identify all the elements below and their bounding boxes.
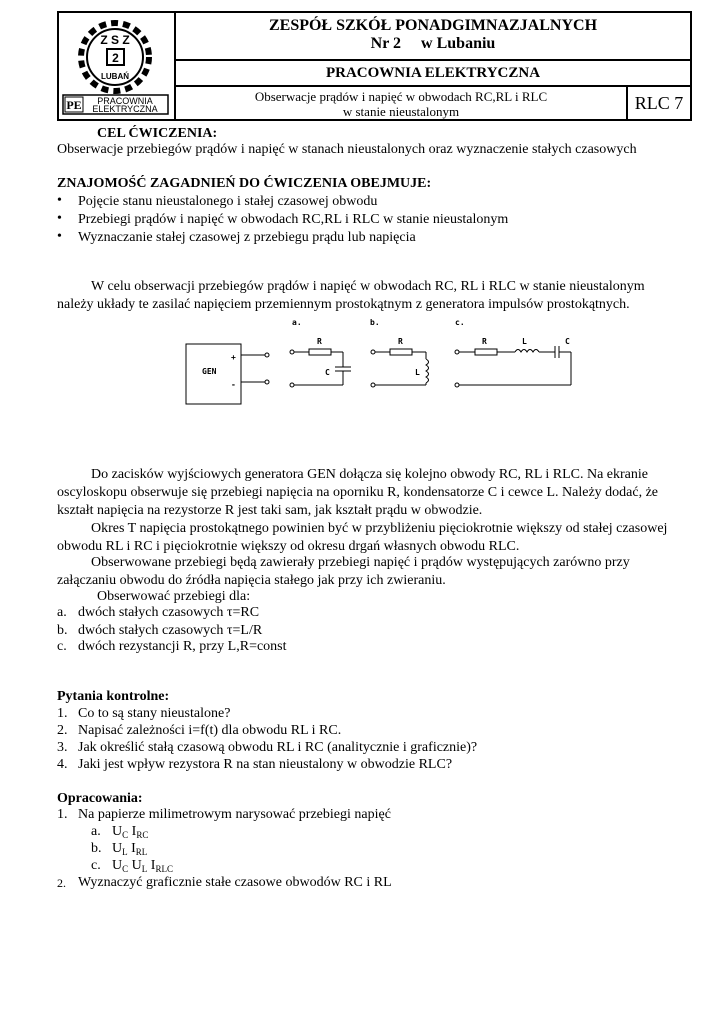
list-item	[112, 840, 725, 858]
list-item	[112, 823, 725, 841]
school-logo-cell	[59, 13, 176, 119]
list-item: dwóch stałych czasowych τ=L/R	[78, 623, 263, 638]
bullet-icon: •	[57, 229, 62, 244]
p3-line1: Obserwowane przebiegi będą zawierały przebiegi napięć i prądów występujących zarówno przy	[91, 555, 630, 570]
circuit-rc	[290, 318, 351, 387]
symbol: U	[131, 858, 142, 873]
list-item: Wyznaczyć graficznie stałe czasowe obwodów RC i RL	[78, 875, 392, 890]
logo-pe-line2: ELEKTRYCZNA	[92, 104, 158, 114]
list-marker: b.	[91, 841, 102, 856]
exercise-topic	[176, 89, 626, 119]
list-marker: 3.	[57, 740, 68, 755]
list-marker: c.	[91, 858, 101, 873]
list-item: Pojęcie stanu nieustalonego i stałej czasowej obwodu	[78, 194, 378, 209]
label-a: a.	[292, 318, 302, 327]
list-item: Napisać zależności i=f(t) dla obwodu RL i RC.	[78, 723, 342, 738]
school-name	[176, 17, 690, 53]
school-name-line2: Nr 2 w Lubaniu	[370, 35, 496, 52]
school-name-line1: ZESPÓŁ SZKÓŁ PONADGIMNAZJALNYCH	[268, 17, 598, 34]
subscript: L	[122, 847, 128, 857]
label-b: b.	[370, 318, 380, 327]
report-title: Opracowania:	[57, 791, 143, 806]
resistor-r-label: R	[398, 337, 403, 346]
p3-line2: załączaniu obwodu do źródła napięcia stałego jak przy ich zwieraniu.	[57, 573, 446, 588]
p2-line1: Okres T napięcia prostokątnego powinien być w przybliżeniu pięciokrotnie większy od stałej czasowej	[91, 521, 668, 536]
gen-minus: -	[231, 380, 236, 389]
resistor-r-label: R	[317, 337, 322, 346]
symbol: U	[112, 858, 123, 873]
inductor-l-label: L	[415, 368, 420, 377]
list-item: Co to są stany nieustalone?	[78, 706, 231, 721]
intro-line1: W celu obserwacji przebiegów prądów i napięć w obwodach RC, RL i RLC w stanie nieustalonym	[91, 279, 645, 294]
topic-line2: w stanie nieustalonym	[342, 104, 460, 119]
circuit-rlc	[455, 318, 571, 387]
list-marker: a.	[57, 605, 67, 620]
bullet-icon: •	[57, 211, 62, 226]
circuit-rl	[370, 318, 429, 387]
list-item: Przebiegi prądów i napięć w obwodach RC,RL i RLC w stanie nieustalonym	[78, 212, 509, 227]
p2-line2: obwodu RL i RC i pięciokrotnie większy od okresu drgań własnych obwodu RLC.	[57, 539, 520, 554]
intro-line2: należy układy te zasilać napięciem przemiennym prostokątnym z generatora impulsów prostokątnych.	[57, 297, 630, 312]
symbol: I	[131, 841, 136, 856]
lab-name: PRACOWNIA ELEKTRYCZNA	[325, 65, 541, 81]
list-marker: 1.	[57, 706, 68, 721]
list-marker: b.	[57, 623, 68, 638]
circuit-diagram	[185, 315, 585, 410]
label-c: c.	[455, 318, 465, 327]
logo-city: LUBAŃ	[101, 72, 129, 81]
goal-text: Obserwacje przebiegów prądów i napięć w stanach nieustalonych oraz wyznaczenie stałych czasowych	[57, 142, 637, 157]
logo-pe: PE	[66, 98, 82, 112]
list-item: Jaki jest wpływ rezystora R na stan nieustalony w obwodzie RLC?	[78, 757, 453, 772]
subscript: C	[122, 864, 129, 874]
logo-zsz: Z S Z	[100, 33, 130, 47]
exercise-code: RLC 7	[626, 87, 690, 119]
symbol: I	[131, 824, 137, 839]
logo-pe-line1: PRACOWNIA	[97, 96, 153, 106]
symbol: I	[150, 858, 156, 873]
list-item	[112, 857, 725, 875]
list-marker: 4.	[57, 757, 68, 772]
inductor-l-label: L	[522, 337, 527, 346]
resistor-r-label: R	[482, 337, 487, 346]
generator-block	[186, 344, 269, 404]
p1-line3: kształt napięcia na rezystorze R jest taki sam, jak kształt prądu w obwodzie.	[57, 503, 483, 518]
p1-line1: Do zacisków wyjściowych generatora GEN dołącza się kolejno obwody RC, RL i RLC. Na ekranie	[91, 467, 648, 482]
header-table	[57, 11, 692, 121]
gen-label: GEN	[202, 367, 217, 376]
list-item: Na papierze milimetrowym narysować przebiegi napięć	[78, 807, 391, 822]
bullet-icon: •	[57, 193, 62, 208]
logo-number: 2	[112, 51, 119, 65]
list-marker: 2.	[57, 723, 68, 738]
capacitor-c-label: C	[565, 337, 570, 346]
goal-title: CEL ĆWICZENIA:	[97, 126, 218, 141]
list-marker: 2.	[57, 876, 66, 890]
list-item: Wyznaczanie stałej czasowej z przebiegu prądu lub napięcia	[78, 230, 416, 245]
list-item: dwóch stałych czasowych τ=RC	[78, 605, 260, 620]
symbol: U	[112, 841, 123, 856]
questions-title: Pytania kontrolne:	[57, 689, 170, 704]
list-marker: a.	[91, 824, 101, 839]
subscript: C	[122, 830, 129, 840]
topic-line1: Obserwacje prądów i napięć w obwodach RC,RL i RLC	[254, 89, 548, 104]
symbol: U	[112, 824, 123, 839]
observe-title: Obserwować przebiegi dla:	[97, 589, 251, 604]
gen-plus: +	[231, 353, 236, 362]
list-marker: 1.	[57, 807, 68, 822]
scope-title: ZNAJOMOŚĆ ZAGADNIEŃ DO ĆWICZENIA OBEJMUJE:	[57, 176, 432, 191]
list-item: dwóch rezystancji R, przy L,R=const	[78, 639, 287, 654]
list-item: Jak określić stałą czasową obwodu RL i RC (analitycznie i graficznie)?	[78, 740, 478, 755]
p1-line2: oscyloskopu obserwuje się przebiegi napięcia na oporniku R, kondensatorze C i cewce L. Należy dodać, że	[57, 485, 659, 500]
school-logo	[59, 13, 172, 117]
subscript: L	[141, 864, 148, 874]
list-marker: c.	[57, 639, 67, 654]
subscript: RLC	[155, 864, 173, 874]
subscript: RC	[136, 830, 149, 840]
capacitor-c-label: C	[325, 368, 330, 377]
subscript: RL	[135, 847, 148, 857]
